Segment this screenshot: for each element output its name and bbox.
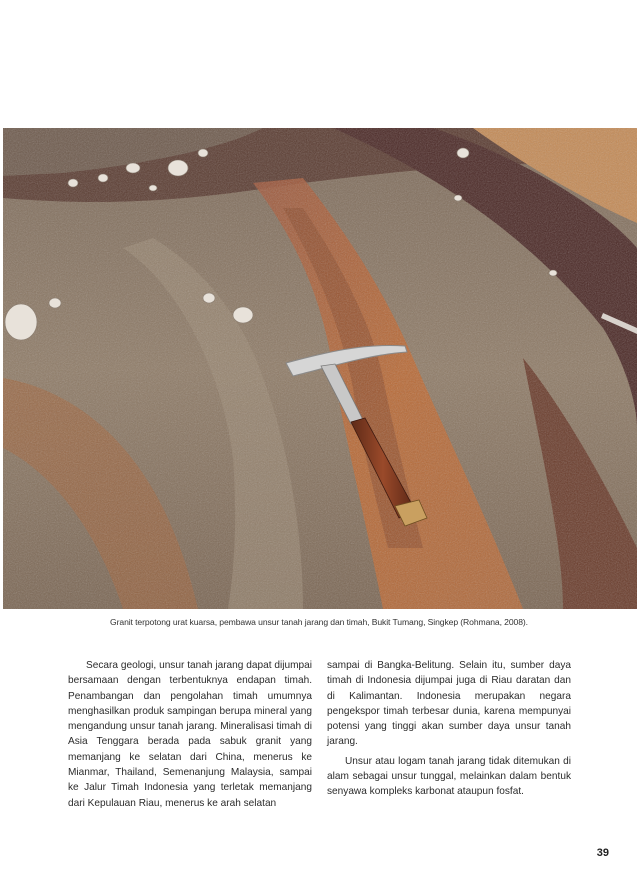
figure-caption: Granit terpotong urat kuarsa, pembawa unsur tanah jarang dan timah, Bukit Tumang, Singkep (Rohmana, 2008). bbox=[110, 617, 528, 627]
left-text-column bbox=[68, 658, 312, 811]
granite-outcrop-image bbox=[3, 128, 637, 609]
paragraph-geology-continued: sampai di Bangka-Belitung. Selain itu, sumber daya timah di Indonesia dijumpai juga di Riau daratan dan di Kalimantan. Indonesia merupakan negara pengekspor timah terbesar dunia, karena mempunyai potensi yang tinggi akan sumber daya unsur tanah jarang. bbox=[327, 660, 571, 748]
right-text-column bbox=[327, 658, 571, 800]
figure-photo bbox=[3, 128, 637, 609]
paragraph-rare-earth: Unsur atau logam tanah jarang tidak ditemukan di alam sebagai unsur tunggal, melainkan dalam bentuk senyawa kompleks karbonat ataupun fosfat. bbox=[327, 755, 571, 798]
paragraph-geology: Secara geologi, unsur tanah jarang dapat dijumpai bersamaan dengan terbentuknya endapan timah. Penambangan dan pengolahan timah umumnya menghasilkan produk sampingan berupa mineral yang mengandung unsur tanah jarang. Mineralisasi timah di Asia Tenggara berada pada sabuk granit yang memanjang ke selatan dari China, menerus ke Mianmar, Thailand, Semenanjung Malaysia, sampai ke Jalur Timah Indonesia yang terletak memanjang dari Kepulauan Riau, menerus ke arah selatan bbox=[68, 660, 312, 809]
page-number: 39 bbox=[596, 847, 609, 859]
